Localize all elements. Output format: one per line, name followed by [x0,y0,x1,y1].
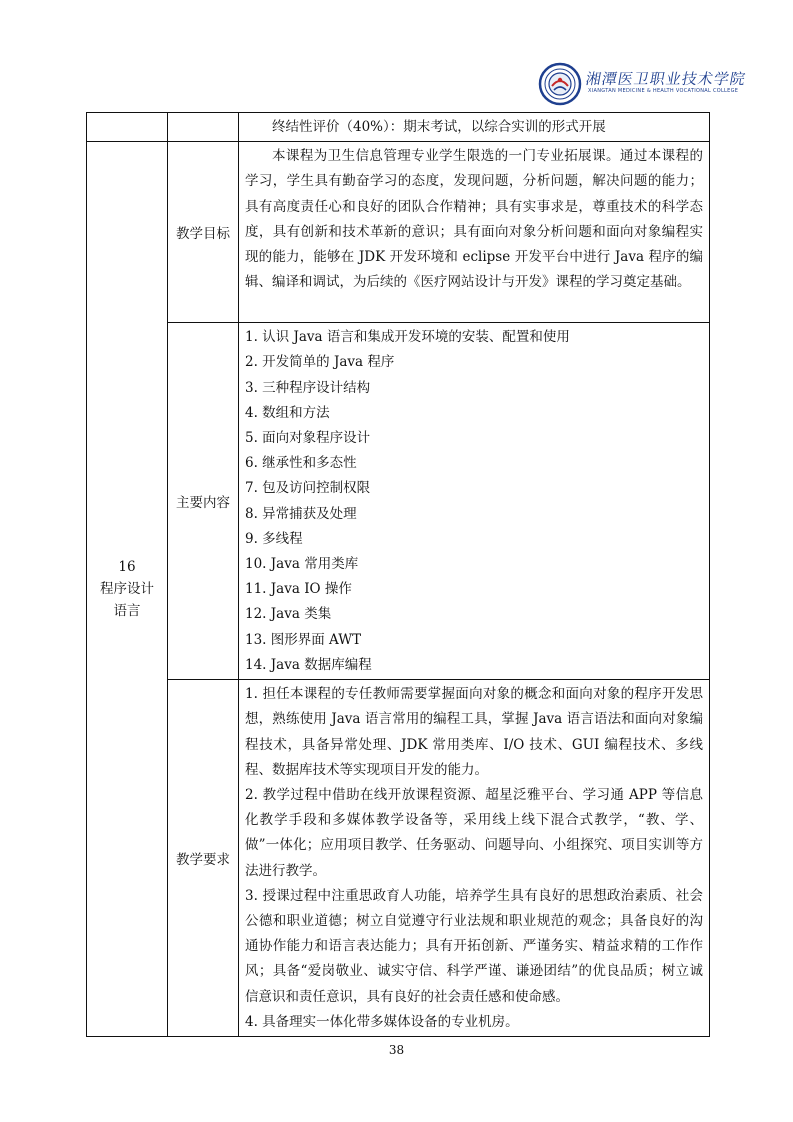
list-item: 10. Java 常用类库 [245,556,359,573]
list-item: 1. 担任本课程的专任教师需要掌握面向对象的概念和面向对象的程序开发思想，熟练使用 Java 语言常用的编程工具，掌握 Java 语言语法和面向对象编程技术，具备异常处理、JDK 常用类库、I/O 技术、GUI 编程技术、多线程、数据库技术等实现项目开发的能力。 [245,686,703,778]
course-name-line1: 程序设计 [100,581,154,598]
college-emblem-icon [538,62,582,106]
list-item: 2. 教学过程中借助在线开放课程资源、超星泛雅平台、学习通 APP 等信息化教学手段和多媒体教学设备等，采用线上线下混合式教学，“教、学、做”一体化；应用项目教学、任务驱动、问题导向、小组探究、项目实训等方法进行教学。 [245,787,703,879]
list-item: 14. Java 数据库编程 [245,656,372,673]
assessment-text: 终结性评价（40%）：期末考试，以综合实训的形式开展 [272,119,606,135]
list-item: 1. 认识 Java 语言和集成开发环境的安装、配置和使用 [245,329,570,346]
page-number: 38 [388,1043,405,1057]
table-row-assessment [87,113,710,142]
list-item: 11. Java IO 操作 [245,581,352,598]
table-row-content [87,323,710,680]
content-label: 主要内容 [176,495,230,512]
list-item: 4. 数组和方法 [245,404,330,421]
list-item: 2. 开发简单的 Java 程序 [245,354,395,371]
course-name-line2: 语言 [113,603,141,620]
content-label-cell [168,323,239,680]
requirements-list [239,680,709,1036]
list-item: 5. 面向对象程序设计 [245,430,371,447]
empty-cell [168,113,239,142]
requirements-cell [239,680,710,1037]
list-item: 13. 图形界面 AWT [245,631,362,648]
requirements-label: 教学要求 [176,852,230,869]
objectives-label: 教学目标 [176,226,230,243]
college-name-english: XIANGTAN MEDICINE & HEALTH VOCATIONAL COLLEGE [588,88,739,94]
objectives-text: 本课程为卫生信息管理专业学生限选的一门专业拓展课。通过本课程的学习，学生具有勤奋学习的态度，发现问题，分析问题，解决问题的能力；具有高度责任心和良好的团队合作精神；具有实事求是，尊重技术的科学态度，具有创新和技术革新的意识；具有面向对象分析问题和面向对象编程实现的能力，能够在 JDK 开发环境和 eclipse 开发平台中进行 Java 程序的编辑、编译和调试，为后续的《医疗网站设计与开发》课程的学习奠定基础。 [245,148,703,291]
list-item: 9. 多线程 [245,530,303,547]
table-row-requirements [87,680,710,1037]
list-item: 7. 包及访问控制权限 [245,480,371,497]
list-item: 3. 授课过程中注重思政育人功能，培养学生具有良好的思想政治素质、社会公德和职业道德；树立自觉遵守行业法规和职业规范的观念；具备良好的沟通协作能力和语言表达能力；具有开拓创新、严谨务实、精益求精的工作作风；具备“爱岗敬业、诚实守信、科学严谨、谦逊团结”的优良品质；树立诚信意识和责任意识，具有良好的社会责任感和使命感。 [245,887,703,1005]
requirements-label-cell [168,680,239,1037]
list-item: 4. 具备理实一体化带多媒体设备的专业机房。 [245,1013,519,1030]
objectives-cell [239,142,710,323]
course-table [86,112,710,1037]
objectives-label-cell [168,142,239,323]
course-cell [87,142,168,1037]
college-logo [538,62,748,106]
list-item: 8. 异常捕获及处理 [245,505,357,522]
college-name: 湘潭医卫职业技术学院 [584,70,748,88]
empty-cell [87,113,168,142]
course-number: 16 [118,559,136,576]
table-row-objectives [87,142,710,323]
list-item: 12. Java 类集 [245,606,332,623]
list-item: 6. 继承性和多态性 [245,455,357,472]
list-item: 3. 三种程序设计结构 [245,379,371,396]
assessment-cell [239,113,710,142]
content-list [239,323,709,679]
content-cell [239,323,710,680]
